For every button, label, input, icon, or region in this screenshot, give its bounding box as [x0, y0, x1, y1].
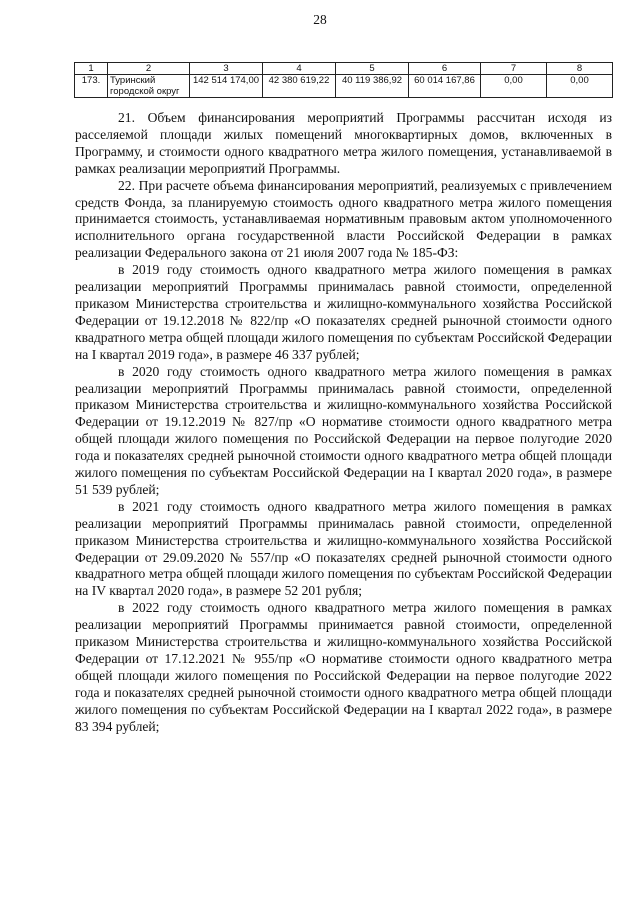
- paragraph: в 2021 году стоимость одного квадратного метра жилого помещения в рамках реализации мероприятий Программы принималась равной стоимости, определенной приказом Министерства строительства и жилищно-коммунального хозяйства Российской Федерации от 29.09.2020 № 557/пр «О показателях средней рыночной стоимости одного квадратного метра общей площади жилого помещения по субъектам Российской Федерации на IV квартал 2020 года», в размере 52 201 рубля;: [75, 498, 612, 599]
- table-header-row: [75, 63, 613, 75]
- table-cell: 60 014 167,86: [409, 75, 481, 98]
- table-header-cell: 5: [336, 63, 409, 75]
- table-header-cell: 8: [547, 63, 613, 75]
- document-body: [75, 110, 612, 736]
- row-number-cell: 173.: [75, 75, 108, 98]
- paragraph: в 2019 году стоимость одного квадратного метра жилого помещения в рамках реализации мероприятий Программы принималась равной стоимости, определенной приказом Министерства строительства и жилищно-коммунального хозяйства Российской Федерации от 19.12.2018 № 822/пр «О показателях средней рыночной стоимости одного квадратного метра общей площади жилого помещения по субъектам Российской Федерации на I квартал 2019 года», в размере 46 337 рублей;: [75, 262, 612, 362]
- table-cell: 40 119 386,92: [336, 75, 409, 98]
- table-header-cell: 7: [481, 63, 547, 75]
- table-header-cell: 6: [409, 63, 481, 75]
- paragraph: 22. При расчете объема финансирования мероприятий, реализуемых с привлечением средств Фонда, за планируемую стоимость одного квадратного метра жилого помещения принимается стоимость, устанавливаемая нормативным правовым актом уполномоченного исполнительного органа государственной власти Российской Федерации в рамках реализации Федерального закона от 21 июля 2007 года № 185-ФЗ:: [75, 177, 612, 261]
- table-cell: 0,00: [481, 75, 547, 98]
- table-header-cell: 3: [190, 63, 263, 75]
- table-header-cell: 4: [263, 63, 336, 75]
- table-header-cell: 1: [75, 63, 108, 75]
- paragraph: в 2020 году стоимость одного квадратного метра жилого помещения в рамках реализации мероприятий Программы принималась равной стоимости, определенной приказом Министерства строительства и жилищно-коммунального хозяйства Российской Федерации от 19.12.2019 № 827/пр «О нормативе стоимости одного квадратного метра общей площади жилого помещения по Российской Федерации на первое полугодие 2020 года и показателях средней рыночной стоимости одного квадратного метра общей площади жилого помещения по субъектам Российской Федерации на I квартал 2020 года», в размере 51 539 рублей;: [75, 363, 612, 497]
- paragraph: 21. Объем финансирования мероприятий Программы рассчитан исходя из расселяемой площади жилых помещений многоквартирных домов, включенных в Программу, и стоимости одного квадратного метра жилого помещения, устанавливаемой в рамках реализации мероприятий Программы.: [75, 110, 612, 176]
- page-number: 28: [313, 12, 327, 27]
- table-row: [75, 75, 613, 98]
- municipality-cell: Туринский городской округ: [108, 75, 190, 98]
- table-cell: 142 514 174,00: [190, 75, 263, 98]
- table-cell: 0,00: [547, 75, 613, 98]
- financing-table: [74, 62, 613, 98]
- paragraph: в 2022 году стоимость одного квадратного метра жилого помещения в рамках реализации мероприятий Программы принимается равной стоимости, определенной приказом Министерства строительства и жилищно-коммунального хозяйства Российской Федерации от 17.12.2021 № 955/пр «О нормативе стоимости одного квадратного метра общей площади жилого помещения по Российской Федерации на первое полугодие 2022 года и показателях средней рыночной стоимости одного квадратного метра общей площади жилого помещения по субъектам Российской Федерации на I квартал 2022 года», в размере 83 394 рублей;: [75, 600, 612, 734]
- table-cell: 42 380 619,22: [263, 75, 336, 98]
- table-header-cell: 2: [108, 63, 190, 75]
